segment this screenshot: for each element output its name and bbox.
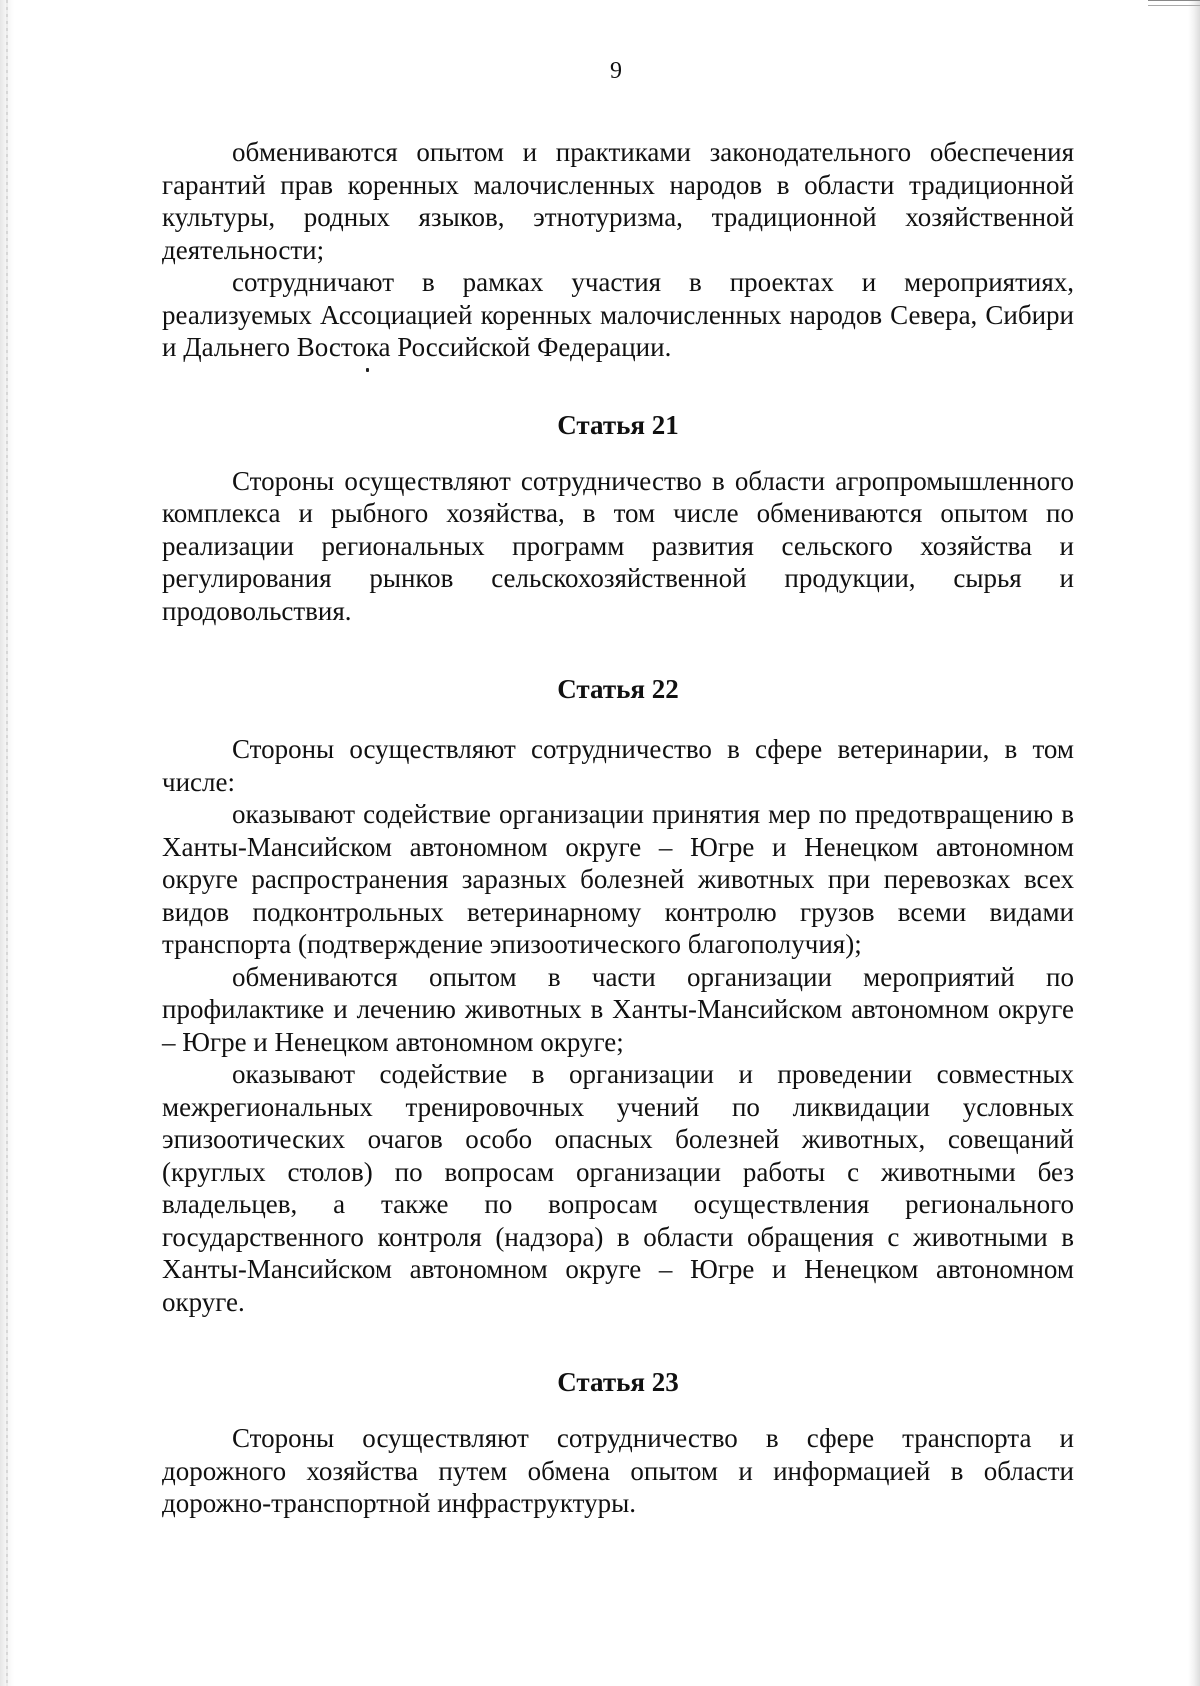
article-23-heading: Статья 23 — [557, 1367, 679, 1397]
scan-edge-right — [1188, 0, 1200, 1686]
document-body — [162, 136, 1074, 1520]
scan-top-right-mark — [1148, 0, 1200, 6]
article-22-paragraph-2: оказывают содействие организации принятия мер по предотвращению в Ханты-Мансийском автономном округе – Югре и Ненецком автономном округе распространения заразных болезней животных при перевозках всех видов подконтрольных ветеринарному контролю грузов всеми видами транспорта (подтверждение эпизоотического благополучия); — [162, 799, 1074, 959]
article-21-paragraph-1: Стороны осуществляют сотрудничество в области агропромышленного комплекса и рыбного хозяйства, в том числе обмениваются опытом по реализации региональных программ развития сельского хозяйства и регулирования рынков сельскохозяйственной продукции, сырья и продовольствия. — [162, 465, 1074, 626]
intro-paragraph-1: обмениваются опытом и практиками законодательного обеспечения гарантий прав коренных малочисленных народов в области традиционной культуры, родных языков, этнотуризма, традиционной хозяйственной деятельности; — [162, 137, 1074, 265]
article-23-paragraph-1: Стороны осуществляют сотрудничество в сфере транспорта и дорожного хозяйства путем обмена опытом и информацией в области дорожно-транспортной инфраструктуры. — [162, 1423, 1074, 1518]
article-22-heading: Статья 22 — [557, 674, 679, 704]
article-21-heading: Статья 21 — [557, 409, 679, 440]
article-22-paragraph-3: обмениваются опытом в части организации мероприятий по профилактике и лечению животных в Ханты-Мансийском автономном округе – Югре и Ненецком автономном округе; — [162, 961, 1074, 1057]
article-22-paragraph-1: Стороны осуществляют сотрудничество в сфере ветеринарии, в том числе: — [162, 734, 1074, 797]
article-22-paragraph-4: оказывают содействие в организации и проведении совместных межрегиональных тренировочных учений по ликвидации условных эпизоотических очагов особо опасных болезней животных, совещаний (круглых столов) по вопросам организации работы с животными без владельцев, а также по вопросам осуществления регионального государственного контроля (надзора) в области обращения с животными в Ханты-Мансийском автономном округе – Югре и Ненецком автономном округе. — [162, 1059, 1074, 1317]
intro-paragraph-2: сотрудничают в рамках участия в проектах и мероприятиях, реализуемых Ассоциацией коренных малочисленных народов Севера, Сибири и Дальнего Востока Российской Федерации. — [162, 267, 1074, 362]
scan-edge-left — [0, 0, 14, 1686]
page-number: 9 — [610, 58, 622, 84]
